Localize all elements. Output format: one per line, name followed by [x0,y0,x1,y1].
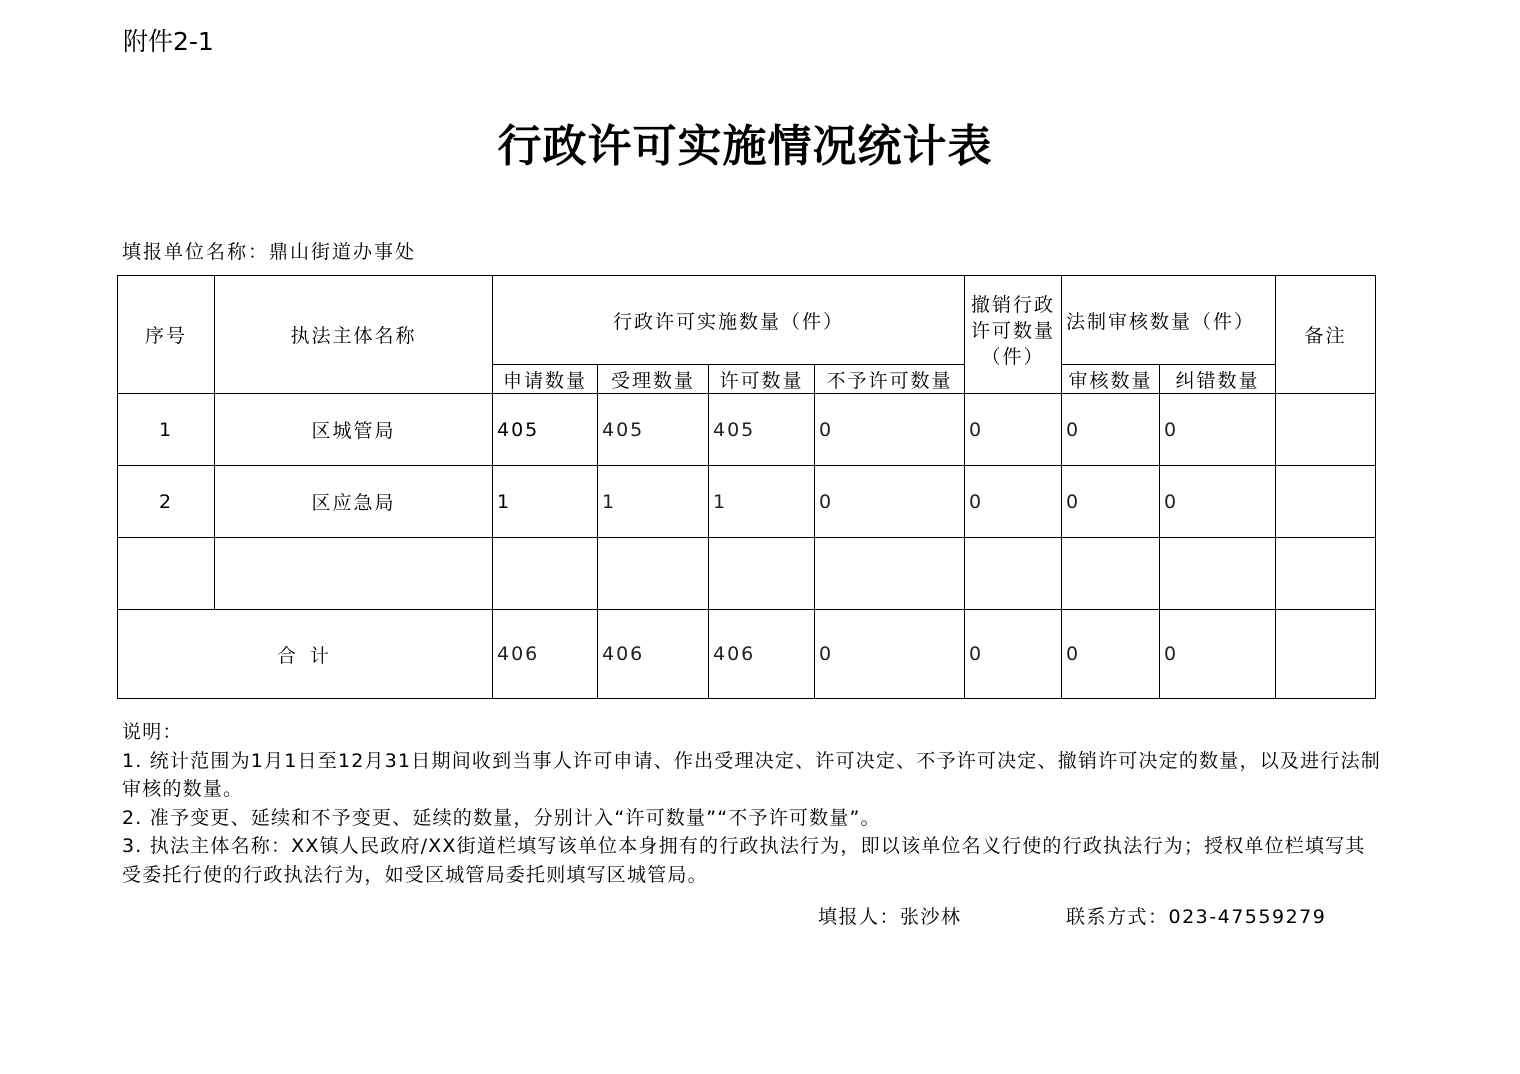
reporting-unit: 填报单位名称：鼎山街道办事处 [122,241,417,263]
table-row [118,394,1376,466]
row-review [1062,538,1160,610]
row-apply [493,538,598,610]
row-entity [215,538,493,610]
row-deny: 0 [815,394,965,466]
row-revoke [965,538,1062,610]
note-item-3: 3. 执法主体名称：XX镇人民政府/XX街道栏填写该单位本身拥有的行政执法行为，即以该单位名义行使的行政执法行为；授权单位栏填写其受委托行使的行政执法行为，如受区城管局委托则填写区城管局。 [122,835,1366,886]
row-correct: 0 [1160,394,1276,466]
total-review: 0 [1062,610,1160,699]
header-correct: 纠错数量 [1160,365,1276,394]
row-deny [815,538,965,610]
header-permit: 许可数量 [709,365,815,394]
total-row [118,610,1376,699]
filler-name: 填报人：张沙林 [818,906,962,928]
row-revoke: 0 [965,466,1062,538]
total-deny: 0 [815,610,965,699]
total-permit: 406 [709,610,815,699]
total-accept: 406 [598,610,709,699]
header-legal-group: 法制审核数量（件） [1062,276,1276,365]
header-impl-group: 行政许可实施数量（件） [493,276,965,365]
table-row [118,466,1376,538]
total-remark [1276,610,1376,699]
note-item-2: 2. 准予变更、延续和不予变更、延续的数量，分别计入“许可数量”“不予许可数量”。 [122,806,881,829]
row-accept: 1 [598,466,709,538]
note-item-1: 1. 统计范围为1月1日至12月31日期间收到当事人许可申请、作出受理决定、许可决定、不予许可决定、撤销许可决定的数量，以及进行法制审核的数量。 [122,749,1381,800]
row-correct [1160,538,1276,610]
row-remark [1276,466,1376,538]
row-deny: 0 [815,466,965,538]
row-seq: 1 [118,394,215,466]
header-revoke: 撤销行政许可数量（件） [965,276,1062,394]
total-correct: 0 [1160,610,1276,699]
notes-heading: 说明： [122,721,183,743]
row-remark [1276,538,1376,610]
page-title: 行政许可实施情况统计表 [497,121,993,172]
attachment-label: 附件2-1 [123,27,214,56]
header-apply: 申请数量 [493,365,598,394]
statistics-table [117,275,1376,699]
header-accept: 受理数量 [598,365,709,394]
row-review: 0 [1062,394,1160,466]
total-revoke: 0 [965,610,1062,699]
row-correct: 0 [1160,466,1276,538]
total-apply: 406 [493,610,598,699]
row-seq [118,538,215,610]
row-permit [709,538,815,610]
row-entity: 区城管局 [215,394,493,466]
row-apply: 405 [493,394,598,466]
row-apply: 1 [493,466,598,538]
notes-section [122,718,1382,889]
row-permit: 1 [709,466,815,538]
header-remark: 备注 [1276,276,1376,394]
contact-info: 联系方式：023-47559279 [1066,906,1327,928]
header-review: 审核数量 [1062,365,1160,394]
row-remark [1276,394,1376,466]
header-deny: 不予许可数量 [815,365,965,394]
row-accept [598,538,709,610]
header-seq: 序号 [118,276,215,394]
header-entity: 执法主体名称 [215,276,493,394]
row-review: 0 [1062,466,1160,538]
row-seq: 2 [118,466,215,538]
row-entity: 区应急局 [215,466,493,538]
row-accept: 405 [598,394,709,466]
row-revoke: 0 [965,394,1062,466]
row-permit: 405 [709,394,815,466]
total-label: 合 计 [118,610,493,699]
table-row [118,538,1376,610]
